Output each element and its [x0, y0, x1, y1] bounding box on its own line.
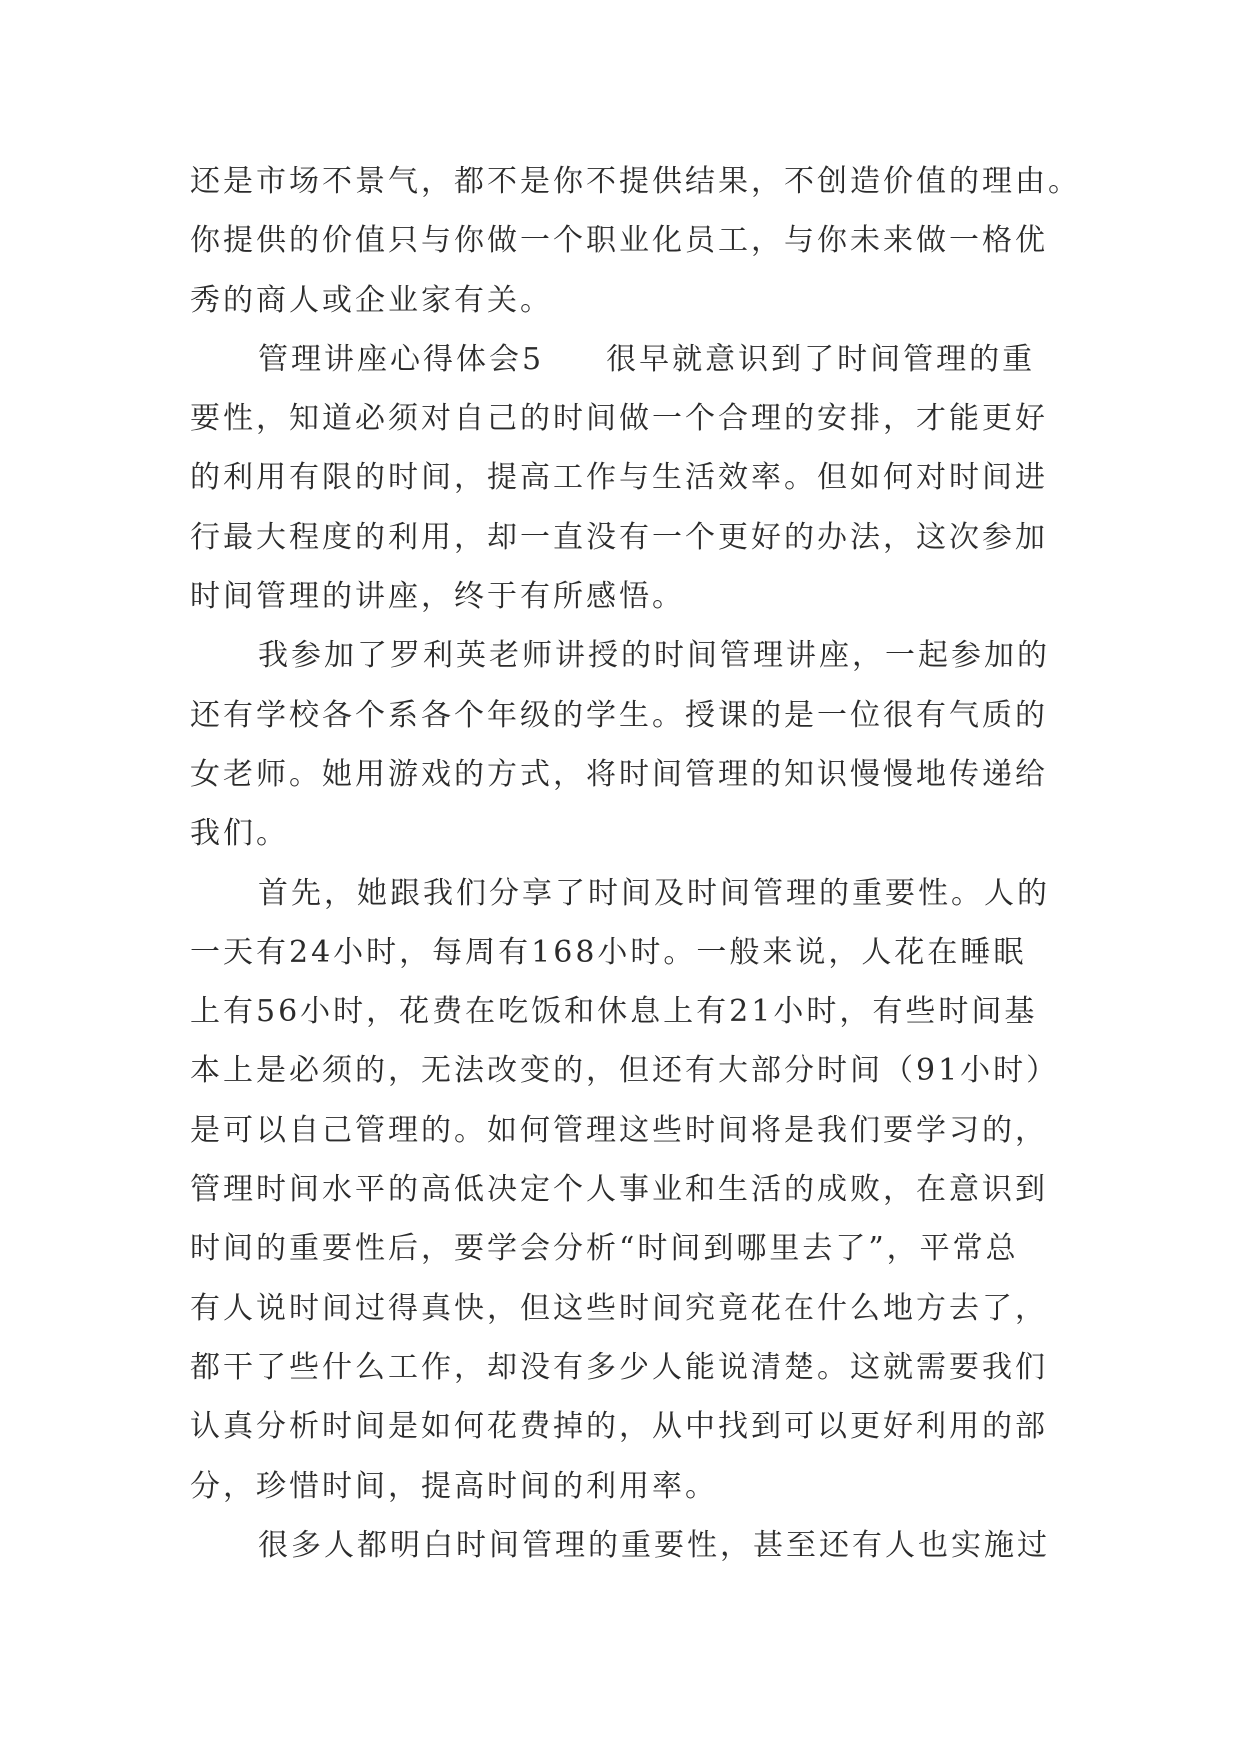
text-line: 时间管理的讲座，终于有所感悟。: [190, 579, 685, 615]
paragraph-lead: 很早就意识到了时间管理的重: [606, 341, 1036, 377]
text-line: 一天有24小时，每周有168小时。一般来说，人花在睡眠: [190, 934, 1027, 970]
text-line: 很多人都明白时间管理的重要性，甚至还有人也实施过: [258, 1527, 1050, 1563]
text-line: 分，珍惜时间，提高时间的利用率。: [190, 1468, 718, 1504]
text-line: 要性，知道必须对自己的时间做一个合理的安排，才能更好: [190, 401, 1048, 437]
text-line: 女老师。她用游戏的方式，将时间管理的知识慢慢地传递给: [190, 756, 1048, 792]
text-line: 是可以自己管理的。如何管理这些时间将是我们要学习的，: [190, 1112, 1048, 1148]
text-line: 还有学校各个系各个年级的学生。授课的是一位很有气质的: [190, 697, 1048, 733]
paragraph-4: [190, 864, 1070, 1516]
text-line: 还是市场不景气，都不是你不提供结果，不创造价值的理由。: [190, 164, 1081, 199]
paragraph-1: [190, 152, 1081, 330]
text-line: 秀的商人或企业家有关。: [190, 282, 553, 318]
document-body: [190, 152, 1081, 1575]
paragraph-3: [190, 626, 1070, 863]
text-line: 有人说时间过得真快，但这些时间究竟花在什么地方去了，: [190, 1290, 1048, 1326]
section-heading: 管理讲座心得体会5: [258, 341, 545, 377]
text-line: 本上是必须的，无法改变的，但还有大部分时间（91小时）: [190, 1053, 1060, 1089]
text-line: 行最大程度的利用，却一直没有一个更好的办法，这次参加: [190, 519, 1048, 555]
text-line: 首先，她跟我们分享了时间及时间管理的重要性。人的: [258, 875, 1050, 911]
paragraph-5: [190, 1516, 1070, 1575]
text-line: 的利用有限的时间，提高工作与生活效率。但如何对时间进: [190, 460, 1048, 496]
text-line: 你提供的价值只与你做一个职业化员工，与你未来做一格优: [190, 223, 1048, 259]
text-line: [190, 330, 1070, 389]
text-line: 时间的重要性后，要学会分析“时间到哪里去了”，平常总: [190, 1231, 1019, 1267]
text-line: 我们。: [190, 816, 289, 852]
text-line: 认真分析时间是如何花费掉的，从中找到可以更好利用的部: [190, 1409, 1048, 1445]
text-line: 上有56小时，花费在吃饭和休息上有21小时，有些时间基: [190, 994, 1038, 1030]
text-line: 管理时间水平的高低决定个人事业和生活的成败，在意识到: [190, 1172, 1048, 1208]
paragraph-2: [190, 330, 1070, 626]
text-line: 我参加了罗利英老师讲授的时间管理讲座，一起参加的: [258, 638, 1050, 674]
text-line: 都干了些什么工作，却没有多少人能说清楚。这就需要我们: [190, 1349, 1048, 1385]
